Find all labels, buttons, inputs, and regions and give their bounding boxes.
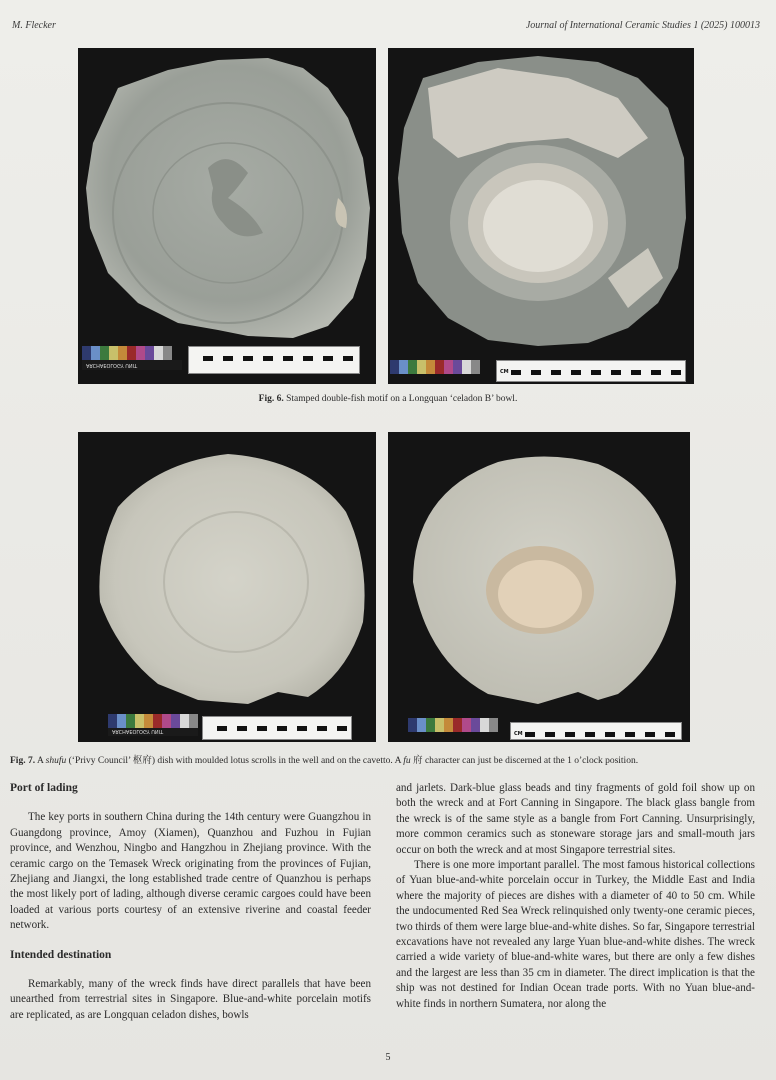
celadon-bowl-interior-image: [78, 48, 376, 384]
running-head: [12, 20, 760, 31]
scale-ruler: [202, 716, 352, 740]
color-swatches: [390, 360, 480, 374]
fig7-caption: [10, 752, 770, 766]
fig7-shufu-term: shufu: [45, 756, 67, 766]
fig7-text-c: 府 character can just be discerned at the 1 o’clock position.: [410, 756, 639, 766]
fig7-photo-left: [78, 432, 376, 742]
fig7-photo-right: [388, 432, 690, 742]
fig6-photo-left: [78, 48, 376, 384]
fig7-fu-term: fu: [403, 756, 411, 766]
fig7-text-a: A: [36, 756, 46, 766]
ruler-cm-label: CM: [514, 731, 523, 737]
fig6-label: Fig. 6.: [258, 394, 284, 404]
section-heading-port: Port of lading: [10, 782, 78, 794]
color-scale: [108, 714, 198, 738]
paragraph-destination: Remarkably, many of the wreck finds have direct parallels that have been unearthed from terrestrial sites in Singapore. Blue-and-white porcelain motifs are replicated, as are Longquan celadon dishes, bowls: [10, 978, 371, 1021]
author-name: M. Flecker: [12, 20, 56, 31]
fig7-text-b: (‘Privy Council’ 枢府) dish with moulded lotus scrolls in the well and on the cavetto. A: [66, 756, 404, 766]
unit-label: ARCHAEOLOGY UNIT: [108, 726, 198, 736]
unit-label: ARCHAEOLOGY UNIT: [82, 360, 182, 370]
fig6-caption: [0, 394, 776, 404]
color-swatches: [82, 346, 172, 360]
shufu-dish-base-image: [388, 432, 690, 742]
section-heading-destination: Intended destination: [10, 948, 112, 961]
body-column-left: [10, 781, 371, 1023]
fig6-photo-right: [388, 48, 694, 384]
paragraph-right-1: and jarlets. Dark-blue glass beads and tiny fragments of gold foil show up on both the wreck and at Fort Canning in Singapore. The black glass bangle from the wreck is of the same style as a bangle from Fort Canning. Unsurprisingly, more common ceramics such as stoneware storage jars and small-mouth jars occur on both the wreck and at most Singapore terrestrial sites.: [396, 782, 755, 856]
color-scale: [408, 718, 498, 742]
paragraph-port: The key ports in southern China during the 14th century were Guangzhou in Guangdong province, Amoy (Xiamen), Quanzhou and Fuzhou in Fujian province, and Wenzhou, Ningbo and Hangzhou in Zhejiang province. With the ceramic cargo on the Temasek Wreck originating from the provinces of Fujian, Zhejiang and Jiangxi, the long established trade centre of Quanzhou is perhaps the most likely port of lading, although diverse ceramic cargoes could have been loaded at various ports courtesy of an extensive riverine and coastal feeder network.: [10, 811, 371, 932]
color-scale: [390, 360, 480, 384]
fig6-text: Stamped double-fish motif on a Longquan ‘celadon B’ bowl.: [286, 394, 518, 404]
body-column-right: [396, 781, 755, 1012]
scale-ruler: [510, 722, 682, 740]
color-swatches: [408, 718, 498, 732]
shufu-dish-interior-image: [78, 432, 376, 742]
fig7-label: Fig. 7.: [10, 756, 36, 766]
journal-citation: Journal of International Ceramic Studies 1 (2025) 100013: [525, 20, 760, 31]
paragraph-right-2: There is one more important parallel. The most famous historical collections of Yuan blue-and-white porcelain occur in Turkey, the Middle East and India where the majority of pieces are dishes with a diameter of 40 to 50 cm. While the undocumented Red Sea Wreck relinquished only twenty-one ceramic pieces, two thirds of them were large blue-and-white dishes. So far, Singapore terrestrial excavations have not revealed any large Yuan blue-and-white dishes. The wreck carried a wide variety of blue-and-white wares, but there are only a few dishes and the largest are less than 35 cm in diameter. The direct implication is that the ship was not destined for Indian Ocean trade ports. With no Yuan blue-and-white finds in northern Sumatera, nor along the: [396, 859, 755, 1010]
ruler-cm-label: CM: [500, 369, 509, 375]
celadon-bowl-base-image: [388, 48, 694, 384]
scale-ruler: [188, 346, 360, 374]
page-number: 5: [385, 1052, 391, 1063]
color-swatches: [108, 714, 198, 728]
scale-ruler: [496, 360, 686, 382]
